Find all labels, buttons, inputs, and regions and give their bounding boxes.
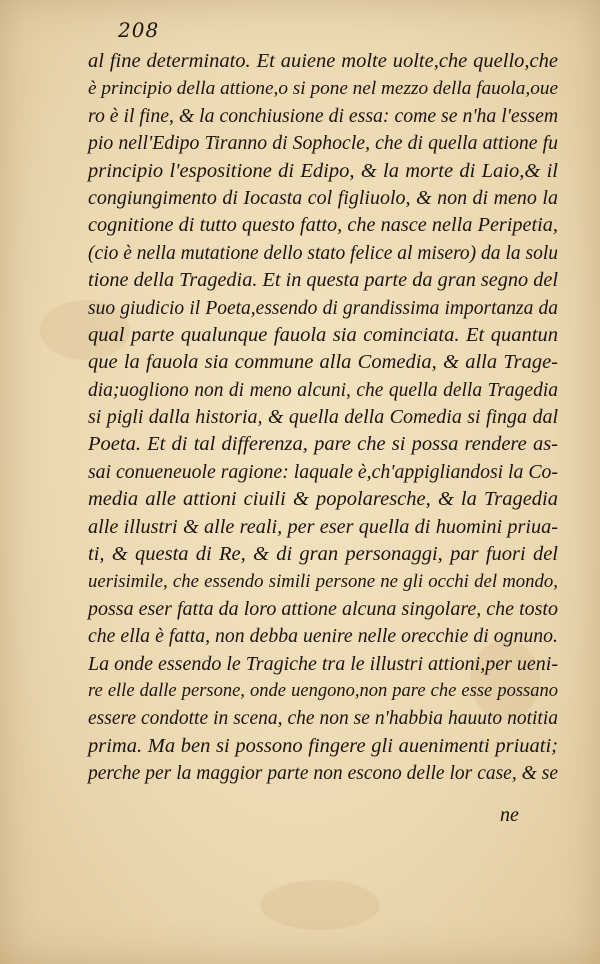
text-line: possa eser fatta da loro attione alcuna singolare, che tosto <box>88 597 558 620</box>
text-line: al fine determinato. Et auiene molte uolte,che quello,che <box>88 50 558 72</box>
text-line: sai conueneuole ragione: laquale è,ch'appigliandosi la Co- <box>88 460 558 483</box>
text-line: pio nell'Edipo Tiranno di Sophocle, che di quella attione fu <box>88 132 558 155</box>
text-line: congiungimento di Iocasta col figliuolo, & non di meno la <box>88 186 558 209</box>
catchword: ne <box>500 804 519 826</box>
text-line: prima. Ma ben si possono fingere gli auenimenti priuati; <box>88 734 558 757</box>
text-line: (cio è nella mutatione dello stato felice al misero) da la solu <box>88 242 558 264</box>
text-line: media alle attioni ciuili & popolaresche, & la Tragedia <box>88 488 558 511</box>
text-line: si pigli dalla historia, & quella della Comedia si finga dal <box>88 406 558 429</box>
text-line: uerisimile, che essendo simili persone ne gli occhi del mondo, <box>88 571 558 593</box>
text-line: essere condotte in scena, che non se n'habbia hauuto notitia <box>88 708 558 730</box>
body-text <box>88 48 558 788</box>
text-line: alle illustri & alle reali, per eser quella di huomini priua- <box>88 515 558 538</box>
text-line: ro è il fine, & la conchiusione di essa: come se n'ha l'essem <box>88 104 559 127</box>
text-line: qual parte qualunque fauola sia cominciata. Et quantun <box>88 323 558 346</box>
text-line: Poeta. Et di tal differenza, pare che si possa rendere as- <box>88 433 558 456</box>
text-line: cognitione di tutto questo fatto, che nasce nella Peripetia, <box>88 214 558 237</box>
paper-stain <box>260 880 380 930</box>
page-number: 208 <box>118 18 160 42</box>
text-line: La onde essendo le Tragiche tra le illustri attioni,per ueni- <box>88 652 558 675</box>
text-line: principio l'espositione di Edipo, & la morte di Laio,& il <box>88 159 558 182</box>
text-line: re elle dalle persone, onde uengono,non pare che esse possano <box>88 680 558 701</box>
text-line: è principio della attione,o si pone nel mezzo della fauola,oue <box>88 78 558 100</box>
text-line: tione della Tragedia. Et in questa parte da gran segno del <box>88 269 558 292</box>
text-line: perche per la maggior parte non escono delle lor case, & se <box>88 763 558 785</box>
text-line: che ella è fatta, non debba uenire nelle orecchie di ognuno. <box>88 625 558 648</box>
text-line: dia;uogliono non di meno alcuni, che quella della Tragedia <box>88 379 558 401</box>
text-line: que la fauola sia commune alla Comedia, & alla Trage- <box>88 351 558 374</box>
text-line: suo giudicio il Poeta,essendo di grandissima importanza da <box>88 297 558 319</box>
text-line: ti, & questa di Re, & di gran personaggi, par fuori del <box>88 543 558 566</box>
